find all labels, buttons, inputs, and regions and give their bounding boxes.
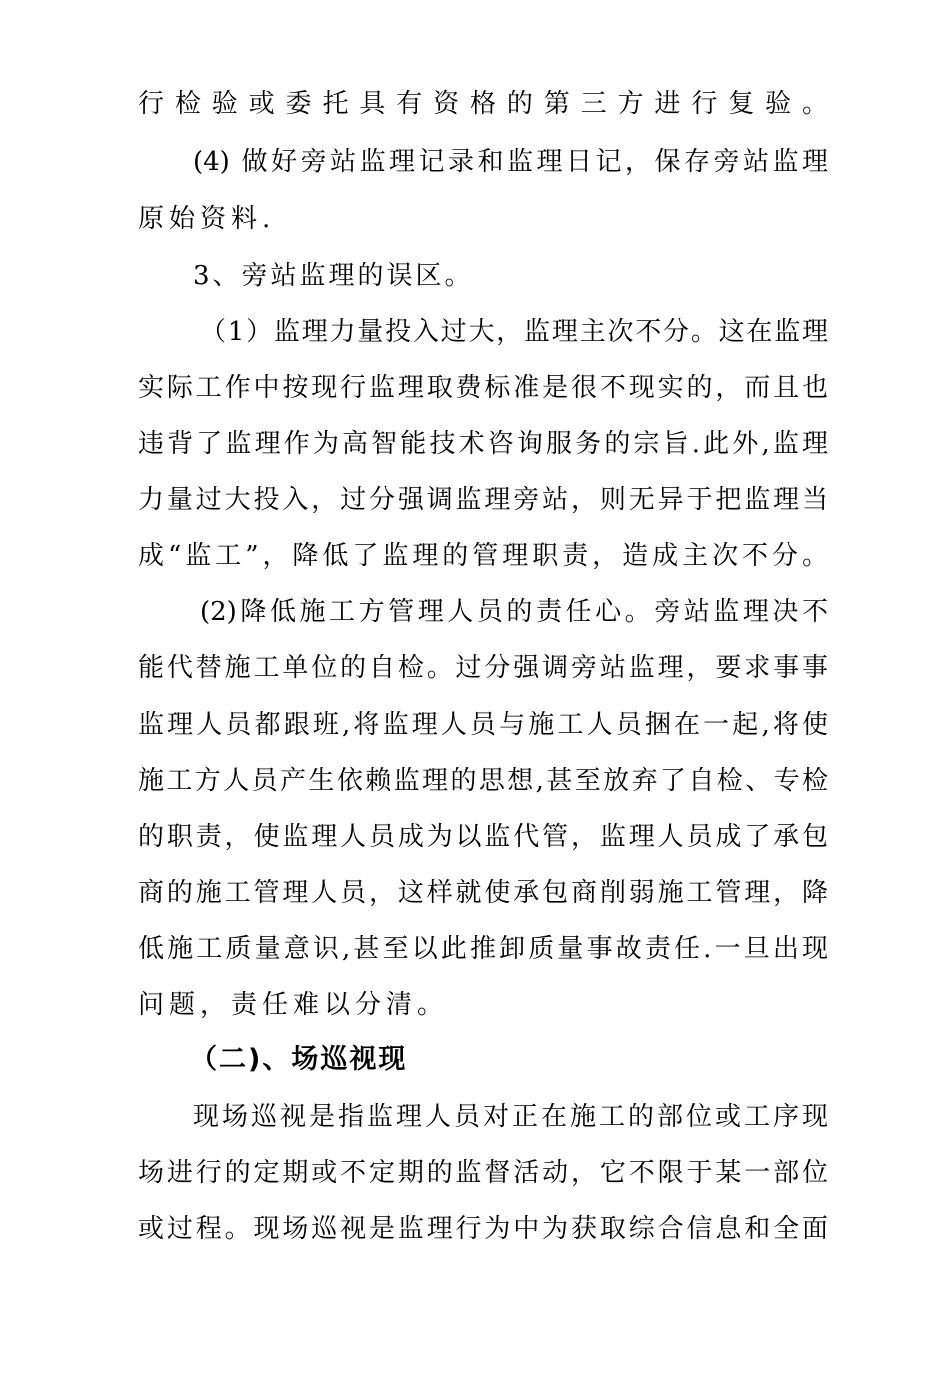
text-line-7: 违背了监理作为高智能技术咨询服务的宗旨.此外,监理 — [138, 429, 828, 459]
text-line-8: 力量过大投入，过分强调监理旁站，则无异于把监理当 — [138, 485, 828, 515]
text-line-17: 问题，责任难以分清。 — [138, 990, 449, 1020]
text-line-2: (4) 做好旁站监理记录和监理日记，保存旁站监理 — [193, 147, 828, 177]
text-line-10: (2)降低施工方管理人员的责任心。旁站监理决不 — [200, 597, 828, 627]
text-line-11: 能代替施工单位的自检。过分强调旁站监理，要求事事 — [138, 653, 828, 683]
text-line-20: 场进行的定期或不定期的监督活动，它不限于某一部位 — [138, 1158, 828, 1188]
text-line-1: 行检验或委托具有资格的第三方进行复验。 — [138, 89, 828, 119]
text-line-15: 商的施工管理人员，这样就使承包商削弱施工管理，降 — [138, 878, 828, 908]
text-line-5: （1）监理力量投入过大，监理主次不分。这在监理 — [200, 317, 828, 347]
text-line-12: 监理人员都跟班,将监理人员与施工人员捆在一起,将使 — [138, 710, 828, 740]
text-line-14: 的职责，使监理人员成为以监代管，监理人员成了承包 — [138, 822, 828, 852]
text-line-21: 或过程。现场巡视是监理行为中为获取综合信息和全面 — [138, 1214, 828, 1244]
text-line-16: 低施工质量意识,甚至以此推卸质量事故责任.一旦出现 — [138, 934, 828, 964]
section-heading-2: （二)、场巡视现 — [190, 1044, 408, 1075]
text-line-6: 实际工作中按现行监理取费标准是很不现实的，而且也 — [138, 373, 828, 403]
section-heading-3: 3、旁站监理的误区。 — [193, 261, 474, 291]
text-line-9: 成“监工”，降低了监理的管理职责，造成主次不分。 — [138, 541, 828, 571]
text-line-13: 施工方人员产生依赖监理的思想,甚至放弃了自检、专检 — [138, 766, 828, 796]
text-line-19: 现场巡视是指监理人员对正在施工的部位或工序现 — [193, 1102, 828, 1132]
text-line-3: 原始资料. — [138, 204, 276, 234]
